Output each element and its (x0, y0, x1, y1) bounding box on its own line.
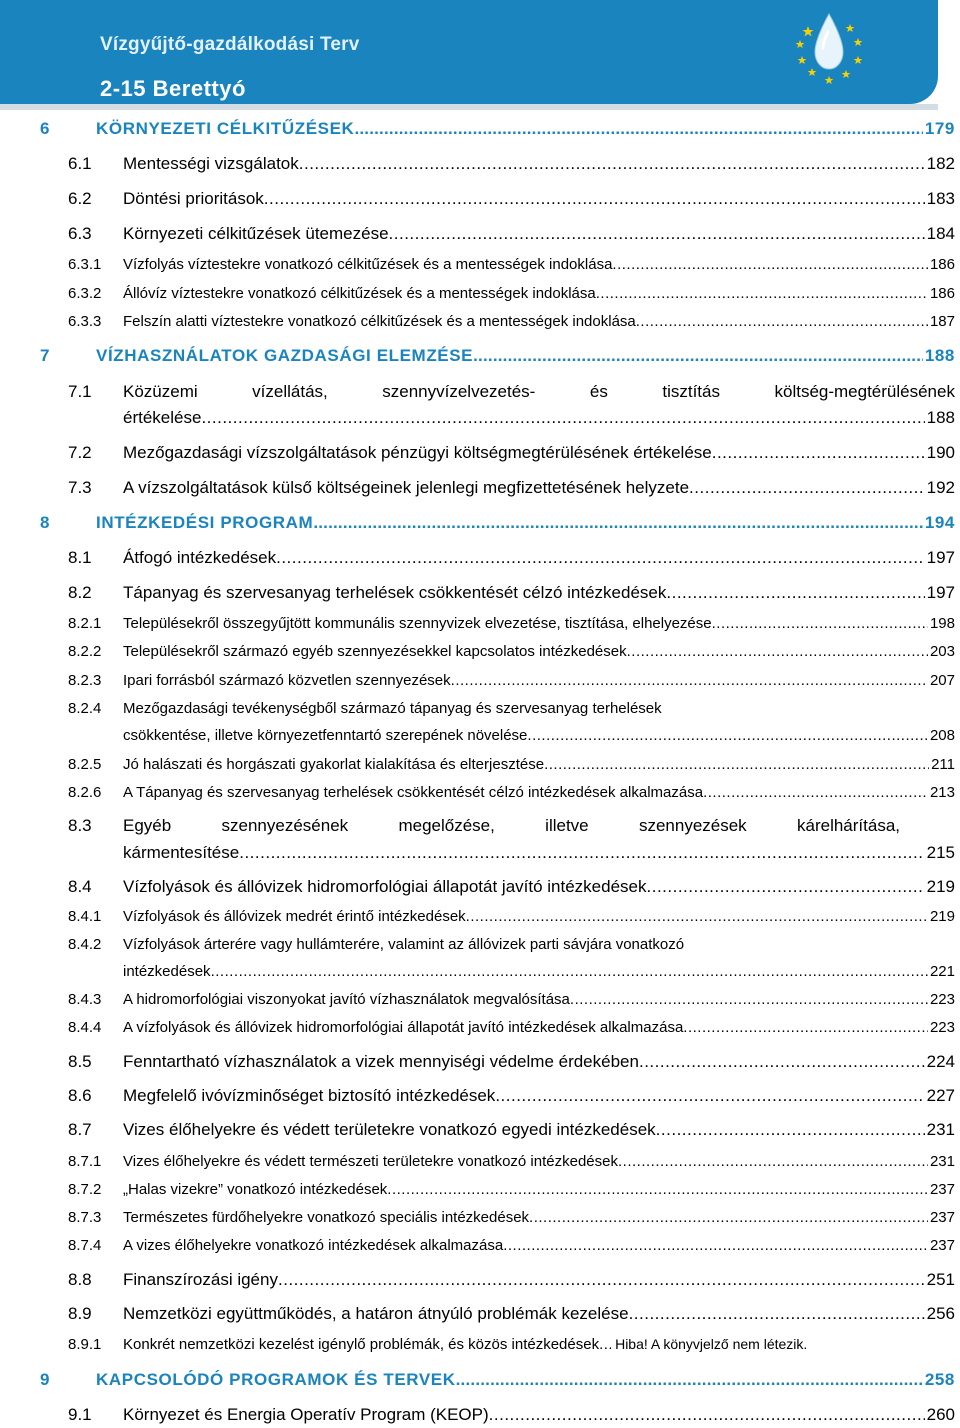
toc-entry-section[interactable] (68, 548, 955, 568)
toc-number: 6.2 (68, 189, 92, 208)
toc-entry-section[interactable] (68, 189, 955, 209)
toc-page: 223 (929, 1019, 955, 1036)
toc-entry-chapter[interactable] (40, 119, 955, 139)
toc-leader (389, 224, 925, 244)
toc-title: Mezőgazdasági vízszolgáltatások pénzügyi költségmegtérülésének értékelése (123, 443, 712, 462)
toc-leader (489, 1405, 925, 1425)
toc-entry-subsection[interactable] (68, 936, 955, 953)
toc-page: 256 (926, 1304, 955, 1323)
toc-entry-subsection[interactable] (68, 672, 955, 689)
toc-number: 8.2.1 (68, 615, 102, 632)
toc-title: Vizes élőhelyekre és védett természeti területekre vonatkozó intézkedések (123, 1153, 618, 1170)
toc-title-cont: értékelése (123, 408, 202, 427)
toc-number: 8.2.2 (68, 643, 102, 660)
toc-number: 8.2.6 (68, 784, 102, 801)
toc-number: 8.9.1 (68, 1336, 102, 1353)
toc-page: 224 (926, 1052, 955, 1071)
toc-entry-section[interactable] (68, 877, 955, 897)
toc-entry-section[interactable] (68, 382, 955, 402)
toc-leader (636, 313, 928, 330)
toc-page: 215 (926, 843, 955, 862)
toc-title: A vizes élőhelyekre vonatkozó intézkedések alkalmazása (123, 1237, 504, 1254)
toc-leader (656, 1120, 925, 1140)
toc-title: Környezeti célkitűzések ütemezése (123, 224, 389, 243)
toc-title: Felszín alatti víztestekre vonatkozó célkitűzések és a mentességek indoklása (123, 313, 636, 330)
toc-entry-section[interactable] (68, 478, 955, 498)
toc-page: 197 (926, 548, 955, 567)
bookmark-error-text: Hiba! A könyvjelző nem létezik. (615, 1336, 808, 1352)
toc-title: VÍZHASZNÁLATOK GAZDASÁGI ELEMZÉSE (96, 346, 474, 365)
toc-title-word: szennyezések (638, 816, 747, 835)
toc-page: 251 (926, 1270, 955, 1289)
toc-number: 8.7 (68, 1120, 92, 1139)
header-title: Vízgyűjtő-gazdálkodási Terv (100, 34, 360, 55)
toc-leader (276, 548, 925, 568)
toc-page: 213 (929, 784, 955, 801)
toc-page: 179 (924, 119, 955, 138)
toc-title: A hidromorfológiai viszonyokat javító vízhasználatok megvalósítása (123, 991, 570, 1008)
toc-title: Településekről összegyűjtött kommunális szennyvizek elvezetése, tisztítása, elhelyezése (123, 615, 712, 632)
toc-number: 8.6 (68, 1086, 92, 1105)
toc-page: 182 (926, 154, 955, 173)
toc-entry-continuation[interactable] (123, 727, 955, 744)
toc-entry-subsection[interactable] (68, 1181, 955, 1198)
toc-title-word: vízellátás, (252, 382, 328, 401)
toc-title: A Tápanyag és szervesanyag terhelések csökkentését célzó intézkedések alkalmazása (123, 784, 704, 801)
toc-page: 237 (929, 1181, 955, 1198)
toc-number: 8.2.4 (68, 700, 102, 717)
toc-entry-chapter[interactable] (40, 513, 955, 533)
toc-title-word: tisztítás (662, 382, 720, 401)
toc-number: 8.1 (68, 548, 92, 567)
toc-title: Konkrét nemzetközi kezelést igénylő problémák, és közös intézkedések (123, 1336, 600, 1353)
toc-title-cont: kármentesítése (123, 843, 240, 862)
toc-leader (544, 756, 929, 773)
toc-title (123, 382, 955, 402)
toc-page: 198 (929, 615, 955, 632)
toc-number: 8.5 (68, 1052, 92, 1071)
toc-entry-section[interactable] (68, 1086, 955, 1106)
toc-number: 8.7.4 (68, 1237, 102, 1254)
toc-title: Természetes fürdőhelyekre vonatkozó speciális intézkedések (123, 1209, 530, 1226)
toc-page: 186 (929, 285, 955, 302)
toc-leader (666, 583, 924, 603)
toc-leader (313, 513, 923, 533)
toc-number: 6.3.3 (68, 313, 102, 330)
toc-number: 7.1 (68, 382, 92, 401)
toc-number: 9 (40, 1370, 51, 1389)
toc-page: 258 (924, 1370, 955, 1389)
toc-leader (387, 1181, 928, 1198)
toc-leader (201, 408, 924, 428)
toc-page: 237 (929, 1237, 955, 1254)
toc-entry-subsection[interactable] (68, 1336, 955, 1353)
toc-entry-subsection[interactable] (68, 784, 955, 801)
toc-number: 6.3.1 (68, 256, 102, 273)
toc-title: Vízfolyás víztestekre vonatkozó célkitűzések és a mentességek indoklása (123, 256, 613, 273)
toc-entry-subsection[interactable] (68, 908, 955, 925)
toc-title: Mezőgazdasági tevékenységből származó tápanyag és szervesanyag terhelések (123, 700, 662, 717)
toc-number: 8.2.5 (68, 756, 102, 773)
toc-title: Nemzetközi együttműködés, a határon átnyúló problémák kezelése (123, 1304, 629, 1323)
toc-title: Megfelelő ivóvízminőséget biztosító intézkedések (123, 1086, 496, 1105)
toc-title: Mentességi vizsgálatok (123, 154, 299, 173)
toc-title: Átfogó intézkedések (123, 548, 277, 567)
toc-leader (354, 119, 922, 139)
toc-number: 8.7.2 (68, 1181, 102, 1198)
toc-title: A vízfolyások és állóvizek hidromorfológiai állapotát javító intézkedések alkalmazása (123, 1019, 684, 1036)
toc-title: Ipari forrásból származó közvetlen szennyezések (123, 672, 451, 689)
toc-page: 186 (929, 256, 955, 273)
toc-page: 188 (926, 408, 955, 427)
toc-title-word: szennyezésének (221, 816, 349, 835)
toc-entry-subsection[interactable] (68, 285, 955, 302)
toc-leader (503, 1237, 928, 1254)
toc-page: 187 (929, 313, 955, 330)
toc-page: 221 (929, 963, 955, 980)
toc-page: 188 (924, 346, 955, 365)
toc-entry-section[interactable] (68, 443, 955, 463)
toc-title: Jó halászati és horgászati gyakorlat kialakítása és elterjesztése (123, 756, 545, 773)
toc-number: 8.7.3 (68, 1209, 102, 1226)
toc-title: Finanszírozási igény (123, 1270, 278, 1289)
toc-title-word: kárelhárítása, (797, 816, 900, 835)
toc-leader (599, 1336, 611, 1353)
toc-leader (299, 154, 925, 174)
toc-page: 194 (924, 513, 955, 532)
toc-entry-subsection[interactable] (68, 1237, 955, 1254)
toc-number: 7.3 (68, 478, 92, 497)
toc-page: 203 (929, 643, 955, 660)
toc-leader (703, 784, 928, 801)
toc-entry-section[interactable] (68, 1120, 955, 1140)
toc-entry-subsection[interactable] (68, 1209, 955, 1226)
toc-leader (618, 1153, 928, 1170)
toc-leader (683, 1019, 928, 1036)
toc-leader (278, 1270, 925, 1290)
toc-title: Döntési prioritások (123, 189, 264, 208)
toc-entry-subsection[interactable] (68, 756, 955, 773)
toc-number: 8.9 (68, 1304, 92, 1323)
toc-entry-continuation[interactable] (123, 408, 955, 428)
toc-leader (211, 963, 928, 980)
toc-number: 8.7.1 (68, 1153, 102, 1170)
toc-number: 8.2 (68, 583, 92, 602)
toc-title-cont: csökkentése, illetve környezetfenntartó szerepének növelése (123, 727, 528, 744)
toc-entry-section[interactable] (68, 1304, 955, 1324)
toc-number: 8.4 (68, 877, 92, 896)
toc-leader (647, 877, 925, 897)
toc-title: Fenntartható vízhasználatok a vizek mennyiségi védelme érdekében (123, 1052, 639, 1071)
toc-entry-section[interactable] (68, 224, 955, 244)
toc-page: 231 (926, 1120, 955, 1139)
toc-number: 7.2 (68, 443, 92, 462)
toc-number: 8.2.3 (68, 672, 102, 689)
toc-leader (527, 727, 928, 744)
toc-page: 211 (931, 756, 955, 773)
toc-title: KAPCSOLÓDÓ PROGRAMOK ÉS TERVEK (96, 1370, 456, 1389)
toc-entry-subsection[interactable] (68, 643, 955, 660)
toc-title: Vízfolyások és állóvizek medrét érintő intézkedések (123, 908, 466, 925)
toc-leader (712, 615, 928, 632)
toc-page: 183 (926, 189, 955, 208)
toc-leader (239, 843, 924, 863)
toc-page: 219 (926, 877, 955, 896)
toc-entry-continuation[interactable] (123, 963, 955, 980)
toc-number: 8.4.3 (68, 991, 102, 1008)
toc-title-word: és (589, 382, 608, 401)
toc-entry-section[interactable] (68, 1270, 955, 1290)
toc-number: 7 (40, 346, 51, 365)
toc-title: A vízszolgáltatások külső költségeinek jelenlegi megfizettetésének helyzete (123, 478, 690, 497)
toc-entry-subsection[interactable] (68, 615, 955, 632)
toc-title: Környezet és Energia Operatív Program (KEOP) (123, 1405, 489, 1424)
toc-page: 208 (929, 727, 955, 744)
toc-entry-subsection[interactable] (68, 1153, 955, 1170)
toc-number: 8.4.4 (68, 1019, 102, 1036)
toc-leader (264, 189, 925, 209)
toc-leader (639, 1052, 925, 1072)
toc-entry-subsection[interactable] (68, 256, 955, 273)
toc-title-word: illetve (545, 816, 589, 835)
toc-number: 6.3.2 (68, 285, 102, 302)
header-subtitle: 2-15 Berettyó (100, 76, 246, 101)
toc-title: Vízfolyások árterére vagy hullámterére, valamint az állóvizek parti sávjára vonatkozó (123, 936, 685, 953)
toc-page: 207 (929, 672, 955, 689)
toc-title: Településekről származó egyéb szennyezésekkel kapcsolatos intézkedések (123, 643, 627, 660)
toc-number: 6 (40, 119, 51, 138)
toc-page: 190 (926, 443, 955, 462)
toc-leader (629, 1304, 925, 1324)
toc-title-word: Egyéb (123, 816, 172, 835)
toc-leader (529, 1209, 928, 1226)
toc-title-word: költség-megtérülésének (774, 382, 955, 401)
toc-entry-subsection[interactable] (68, 313, 955, 330)
toc-entry-subsection[interactable] (68, 700, 955, 717)
toc-title: „Halas vizekre” vonatkozó intézkedések (123, 1181, 388, 1198)
toc-title: INTÉZKEDÉSI PROGRAM (96, 513, 314, 532)
toc-leader (466, 908, 928, 925)
toc-title: Vízfolyások és állóvizek hidromorfológiai állapotát javító intézkedések (123, 877, 647, 896)
toc-leader (495, 1086, 924, 1106)
toc-title-word: megelőzése, (398, 816, 495, 835)
toc-entry-section[interactable] (68, 1405, 955, 1425)
toc-leader (612, 256, 928, 273)
toc-leader (570, 991, 928, 1008)
toc-title (123, 816, 900, 836)
toc-entry-section[interactable] (68, 1052, 955, 1072)
toc-entry-section[interactable] (68, 583, 955, 603)
toc-leader (689, 478, 925, 498)
toc-number: 8.3 (68, 816, 92, 835)
toc-entry-subsection[interactable] (68, 991, 955, 1008)
toc-leader (451, 672, 928, 689)
toc-entry-section[interactable] (68, 154, 955, 174)
toc-entry-chapter[interactable] (40, 1370, 955, 1390)
toc-number: 8.4.1 (68, 908, 102, 925)
toc-entry-subsection[interactable] (68, 1019, 955, 1036)
toc-page: 227 (926, 1086, 955, 1105)
toc-leader (712, 443, 925, 463)
toc-title-word: szennyvízelvezetés- (382, 382, 536, 401)
toc-title: KÖRNYEZETI CÉLKITŰZÉSEK (96, 119, 355, 138)
toc-page: 184 (926, 224, 955, 243)
toc-number: 8 (40, 513, 51, 532)
toc-title: Állóvíz víztestekre vonatkozó célkitűzések és a mentességek indoklása (123, 285, 596, 302)
toc-leader (596, 285, 928, 302)
toc-title: Tápanyag és szervesanyag terhelések csökkentését célzó intézkedések (123, 583, 667, 602)
toc-entry-chapter[interactable] (40, 346, 955, 366)
toc-entry-continuation[interactable] (123, 843, 955, 863)
toc-number: 9.1 (68, 1405, 92, 1424)
toc-number: 6.1 (68, 154, 92, 173)
toc-page: 219 (929, 908, 955, 925)
toc-page: 197 (926, 583, 955, 602)
toc-title: Vizes élőhelyekre és védett területekre vonatkozó egyedi intézkedések (123, 1120, 656, 1139)
toc-page: 231 (929, 1153, 955, 1170)
toc-page: 260 (926, 1405, 955, 1424)
toc-page: 192 (926, 478, 955, 497)
toc-title-cont: intézkedések (123, 963, 211, 980)
toc-leader (627, 643, 928, 660)
toc-leader (456, 1370, 923, 1390)
toc-page: 237 (929, 1209, 955, 1226)
toc-number: 8.4.2 (68, 936, 102, 953)
toc-title-word: Közüzemi (123, 382, 198, 401)
toc-number: 8.8 (68, 1270, 92, 1289)
toc-leader (473, 346, 923, 366)
toc-page: 223 (929, 991, 955, 1008)
toc-number: 6.3 (68, 224, 92, 243)
toc-entry-section[interactable] (68, 816, 955, 836)
